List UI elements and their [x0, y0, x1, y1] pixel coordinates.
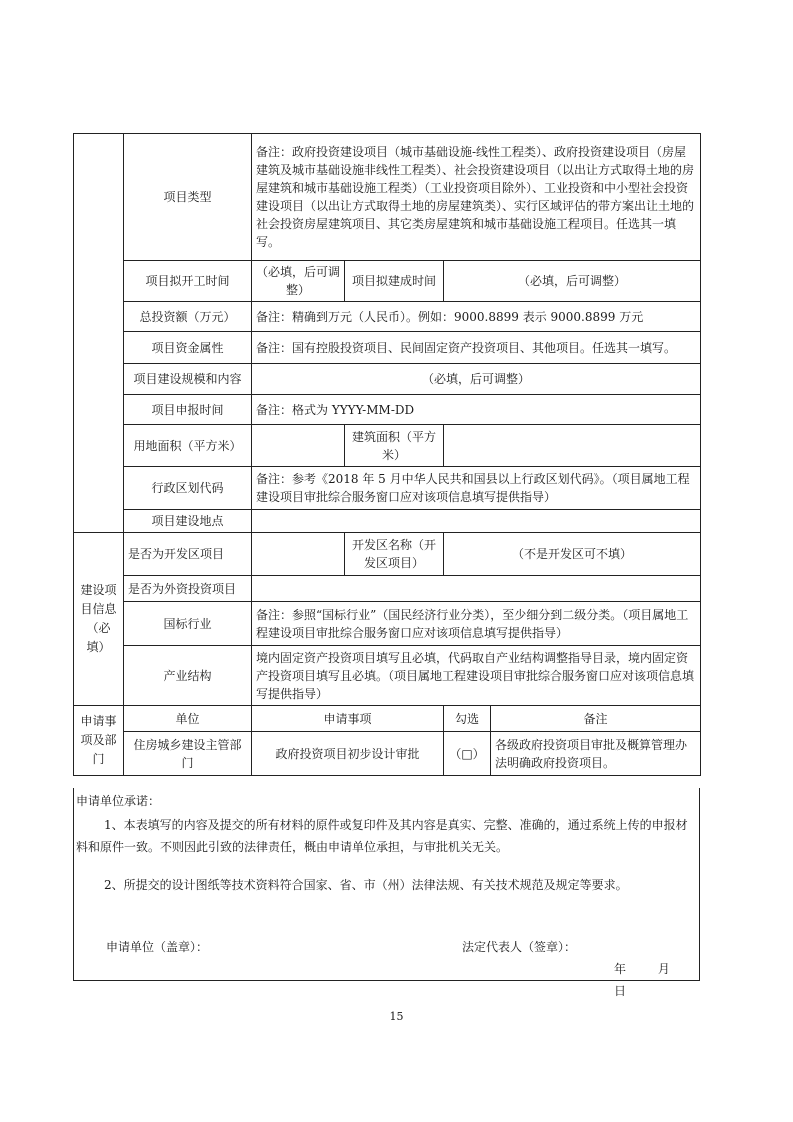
- left-blank-cell: [74, 134, 124, 533]
- location-label: 项目建设地点: [124, 510, 252, 533]
- apply-item: 政府投资项目初步设计审批: [252, 732, 444, 776]
- finish-time-label: 项目拟建成时间: [345, 261, 444, 302]
- row-fund-nature: [74, 332, 701, 364]
- foreign-label: 是否为外资投资项目: [124, 576, 252, 602]
- scale-content-value[interactable]: （必填，后可调整）: [252, 364, 701, 395]
- dev-zone-name-label: 开发区名称（开发区项目）: [345, 533, 444, 576]
- project-info-table: [73, 133, 701, 776]
- total-investment-note[interactable]: 备注：精确到万元（人民币）。例如：9000.8899 表示 9000.8899 万元: [252, 302, 701, 332]
- row-start-time: [74, 261, 701, 302]
- row-dev-zone: [74, 533, 701, 576]
- admin-code-label: 行政区划代码: [124, 467, 252, 510]
- total-investment-label: 总投资额（万元）: [124, 302, 252, 332]
- dev-zone-name-value[interactable]: （不是开发区可不填）: [444, 533, 701, 576]
- dev-zone-label: 是否为开发区项目: [124, 533, 252, 576]
- section-info-label: 建设项目信息（必填）: [74, 533, 124, 706]
- project-type-note[interactable]: 备注：政府投资建设项目（城市基础设施-线性工程类）、政府投资建设项目（房屋建筑及城市基础设施非线性工程类）、社会投资建设项目（以出让方式取得土地的房屋建筑和城市基础设施工程类）（工业投资项目除外）、工业投资和中小型社会投资建设项目（以出让方式取得土地的房屋建筑类）、实行区域评估的带方案出让土地的社会投资房屋建筑项目、其它类房屋建筑和城市基础设施工程项目。任选其一填写。: [252, 134, 701, 261]
- row-industry-structure: [74, 646, 701, 706]
- project-type-label: 项目类型: [124, 134, 252, 261]
- row-scale-content: [74, 364, 701, 395]
- location-value[interactable]: [252, 510, 701, 533]
- pledge-paragraph-1: 1、本表填写的内容及提交的所有材料的原件或复印件及其内容是真实、完整、准确的，通过系统上传的申报材料和原件一致。不则因此引致的法律责任，概由申请单位承担，与审批机关无关。: [76, 818, 688, 854]
- apply-header-unit: 单位: [124, 706, 252, 732]
- apply-section-label: 申请事项及部门: [74, 706, 124, 776]
- pledge-paragraph-2: 2、所提交的设计图纸等技术资料符合国家、省、市（州）法律法规、有关技术规范及规定等要求。: [104, 878, 628, 892]
- apply-header-check: 勾选: [444, 706, 491, 732]
- row-apply-item: [74, 732, 701, 776]
- declare-time-label: 项目申报时间: [124, 395, 252, 425]
- scale-content-label: 项目建设规模和内容: [124, 364, 252, 395]
- pledge-title: 申请单位承诺：: [76, 794, 161, 808]
- industry-note[interactable]: 备注：参照“国标行业”（国民经济行业分类），至少细分到二级分类。（项目属地工程建设项目审批综合服务窗口应对该项信息填写提供指导）: [252, 602, 701, 646]
- row-location: [74, 510, 701, 533]
- row-industry: [74, 602, 701, 646]
- row-declare-time: [74, 395, 701, 425]
- signing-date: 年 月 日: [614, 962, 684, 998]
- finish-time-value[interactable]: （必填，后可调整）: [444, 261, 701, 302]
- industry-structure-note[interactable]: 境内固定资产投资项目填写且必填，代码取自产业结构调整指导目录，境内固定资产投资项目填写且必填。（项目属地工程建设项目审批综合服务窗口应对该项信息填写提供指导）: [252, 646, 701, 706]
- legal-representative-signature-label: 法定代表人（签章）：: [462, 940, 577, 954]
- admin-code-note[interactable]: 备注：参考《2018 年 5 月中华人民共和国县以上行政区划代码》。（项目属地工程建设项目审批综合服务窗口应对该项信息填写提供指导）: [252, 467, 701, 510]
- building-area-value[interactable]: [444, 425, 701, 467]
- fund-nature-note[interactable]: 备注：国有控股投资项目、民间固定资产投资项目、其他项目。任选其一填写。: [252, 332, 701, 364]
- row-project-type: [74, 134, 701, 261]
- row-foreign: [74, 576, 701, 602]
- start-time-label: 项目拟开工时间: [124, 261, 252, 302]
- row-total-investment: [74, 302, 701, 332]
- dev-zone-value[interactable]: [252, 533, 345, 576]
- land-area-label: 用地面积（平方米）: [124, 425, 252, 467]
- industry-structure-label: 产业结构: [124, 646, 252, 706]
- apply-checkbox[interactable]: （□）: [444, 732, 491, 776]
- foreign-value[interactable]: [252, 576, 701, 602]
- start-time-value[interactable]: （必填，后可调整）: [252, 261, 345, 302]
- building-area-label: 建筑面积（平方米）: [345, 425, 444, 467]
- industry-label: 国标行业: [124, 602, 252, 646]
- apply-remark: 各级政府投资项目审批及概算管理办法明确政府投资项目。: [491, 732, 701, 776]
- row-land-area: [74, 425, 701, 467]
- apply-header-item: 申请事项: [252, 706, 444, 732]
- apply-header-remark: 备注: [491, 706, 701, 732]
- fund-nature-label: 项目资金属性: [124, 332, 252, 364]
- applicant-unit-seal-label: 申请单位（盖章）：: [106, 940, 209, 954]
- apply-unit: 住房城乡建设主管部门: [124, 732, 252, 776]
- land-area-value[interactable]: [252, 425, 345, 467]
- declare-time-note[interactable]: 备注：格式为 YYYY-MM-DD: [252, 395, 701, 425]
- row-admin-code: [74, 467, 701, 510]
- row-apply-header: [74, 706, 701, 732]
- page-number: 15: [389, 1010, 404, 1023]
- applicant-pledge: [73, 788, 700, 998]
